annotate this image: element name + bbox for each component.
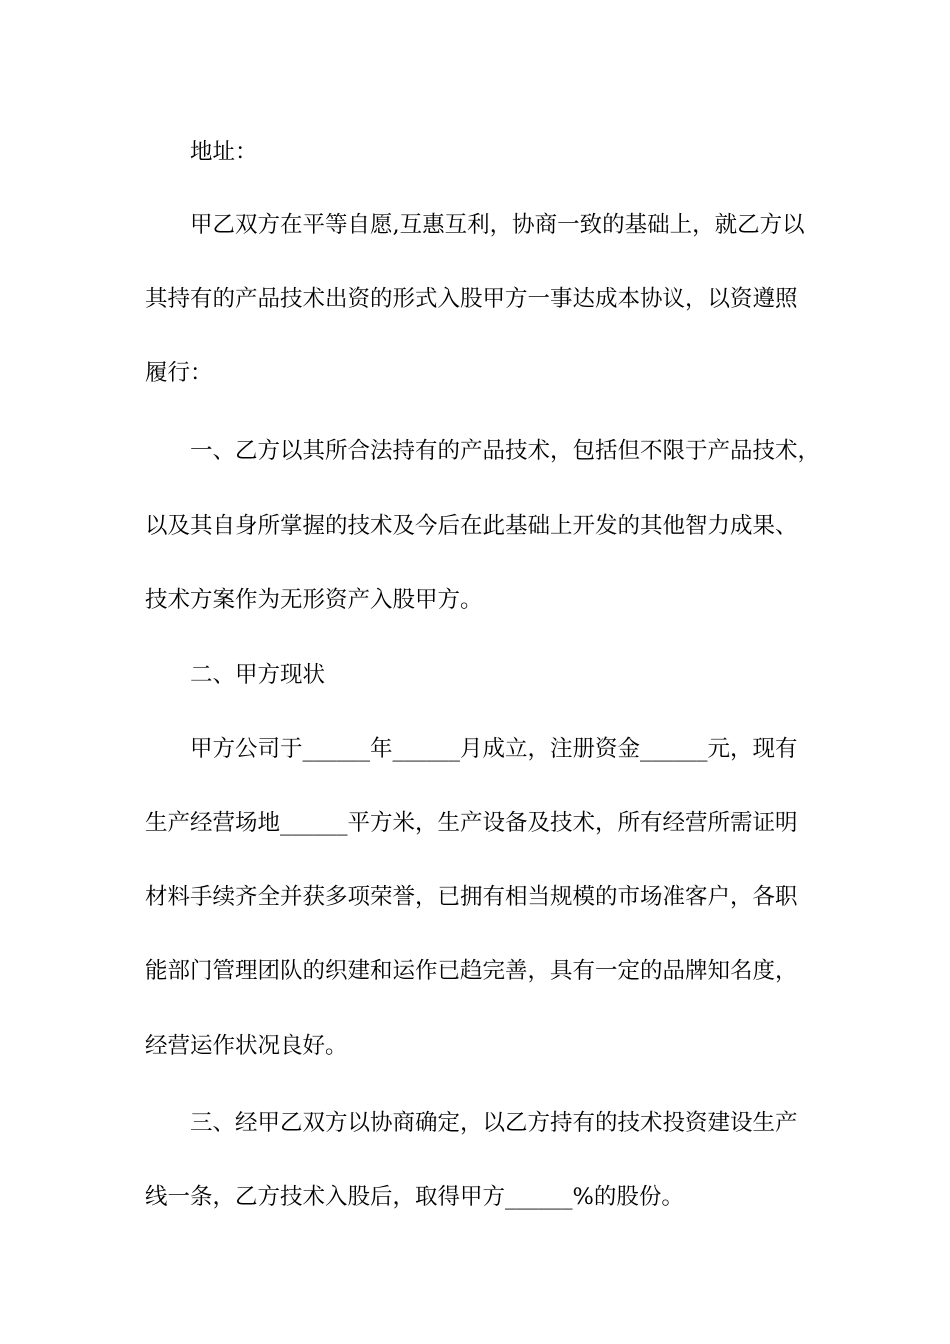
section-2-line-2: 生产经营场地______平方米，生产设备及技术，所有经营所需证明	[145, 810, 798, 836]
section-2-line-4: 能部门管理团队的织建和运作已趋完善，具有一定的品牌知名度，	[145, 958, 798, 984]
clause-1-line-2: 以及其自身所掌握的技术及今后在此基础上开发的其他智力成果、	[145, 513, 798, 539]
clause-1-line-1: 一、乙方以其所合法持有的产品技术，包括但不限于产品技术，	[190, 438, 821, 464]
clause-3-line-2: 线一条，乙方技术入股后，取得甲方______%的股份。	[145, 1184, 684, 1210]
preamble-line-3: 履行：	[145, 360, 213, 386]
clause-1-line-3: 技术方案作为无形资产入股甲方。	[145, 587, 483, 613]
clause-3-line-1: 三、经甲乙双方以协商确定，以乙方持有的技术投资建设生产	[190, 1110, 798, 1136]
section-2-heading: 二、甲方现状	[190, 662, 326, 688]
preamble-line-2: 其持有的产品技术出资的形式入股甲方一事达成本协议，以资遵照	[145, 286, 798, 312]
preamble-line-1: 甲乙双方在平等自愿,互惠互利，协商一致的基础上，就乙方以	[190, 212, 805, 238]
section-2-line-5: 经营运作状况良好。	[145, 1033, 348, 1059]
address-line: 地址：	[190, 139, 258, 165]
section-2-line-1: 甲方公司于______年______月成立，注册资金______元，现有	[190, 736, 798, 762]
section-2-line-3: 材料手续齐全并获多项荣誉，已拥有相当规模的市场准客户，各职	[145, 884, 798, 910]
